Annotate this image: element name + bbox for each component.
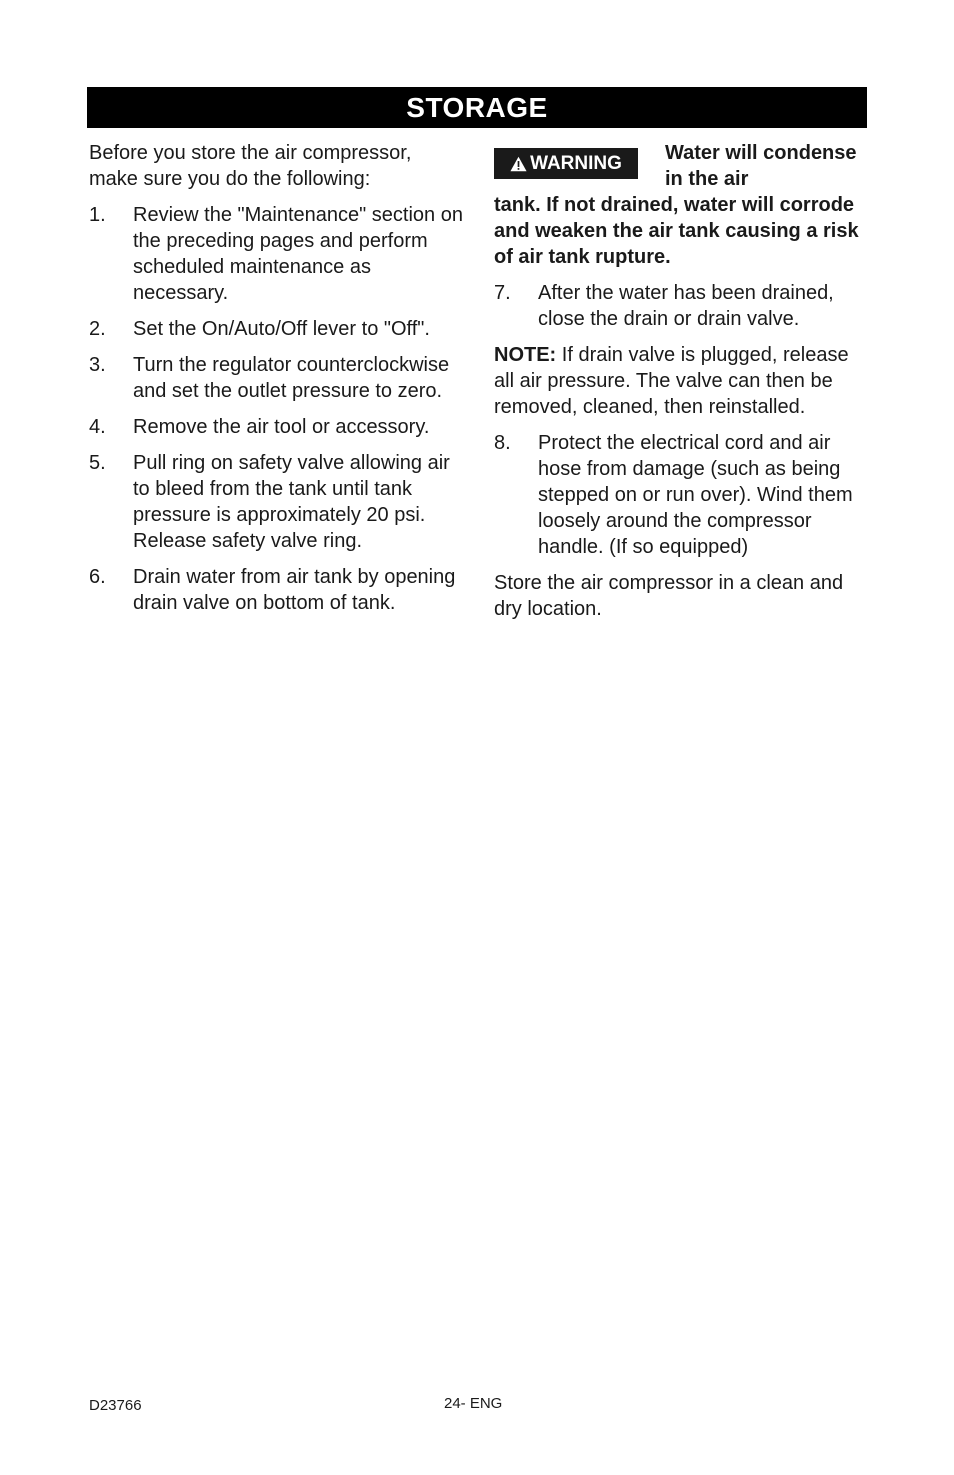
list-text: Remove the air tool or accessory. [133, 416, 430, 438]
intro-text: Before you store the air compressor, make sure you do the following: [89, 142, 412, 190]
list-text: Set the On/Auto/Off lever to "Off". [133, 318, 430, 340]
list-item [89, 564, 464, 616]
section-title: STORAGE [406, 91, 548, 123]
warning-block [494, 140, 870, 192]
list-item [89, 352, 464, 404]
list-item [494, 280, 870, 332]
list-item [89, 414, 464, 440]
list-number: 7. [494, 282, 511, 304]
list-text: After the water has been drained, close the drain or drain valve. [538, 282, 834, 330]
list-text: Review the "Maintenance" section on the preceding pages and perform scheduled maintenance as necessary. [133, 204, 463, 304]
list-text: Protect the electrical cord and air hose from damage (such as being stepped on or run over). Wind them loosely around the compressor handle. (If so equipped) [538, 432, 853, 558]
list-number: 1. [89, 204, 106, 226]
list-number: 3. [89, 354, 106, 376]
note-paragraph [494, 342, 870, 420]
list-item [89, 450, 464, 554]
section-title-bar [87, 87, 867, 128]
list-item [89, 316, 464, 342]
closing-text: Store the air compressor in a clean and dry location. [494, 572, 844, 620]
list-number: 5. [89, 452, 106, 474]
list-number: 4. [89, 416, 106, 438]
note-text: If drain valve is plugged, release all air pressure. The valve can then be removed, cleaned, then reinstalled. [494, 344, 849, 418]
left-column [89, 140, 464, 626]
list-text: Turn the regulator counterclockwise and set the outlet pressure to zero. [133, 354, 450, 402]
list-number: 8. [494, 432, 511, 454]
right-column [494, 140, 870, 632]
list-number: 2. [89, 318, 106, 340]
list-item [89, 202, 464, 306]
note-label: NOTE: [494, 344, 557, 366]
list-item [494, 430, 870, 560]
list-text: Drain water from air tank by opening drain valve on bottom of tank. [133, 566, 456, 614]
warning-badge [494, 148, 638, 179]
document-id: D23766 [89, 1397, 142, 1414]
list-text: Pull ring on safety valve allowing air to bleed from the tank until tank pressure is approximately 20 psi. Release safety valve ring. [133, 452, 450, 552]
list-number: 6. [89, 566, 106, 588]
warning-triangle-icon [510, 156, 527, 172]
warning-heading: Water will condense in the air [665, 142, 857, 190]
page-number: 24- ENG [444, 1395, 503, 1412]
warning-label: WARNING [530, 152, 622, 174]
warning-text: tank. If not drained, water will corrode and weaken the air tank causing a risk of air tank rupture. [494, 194, 859, 268]
